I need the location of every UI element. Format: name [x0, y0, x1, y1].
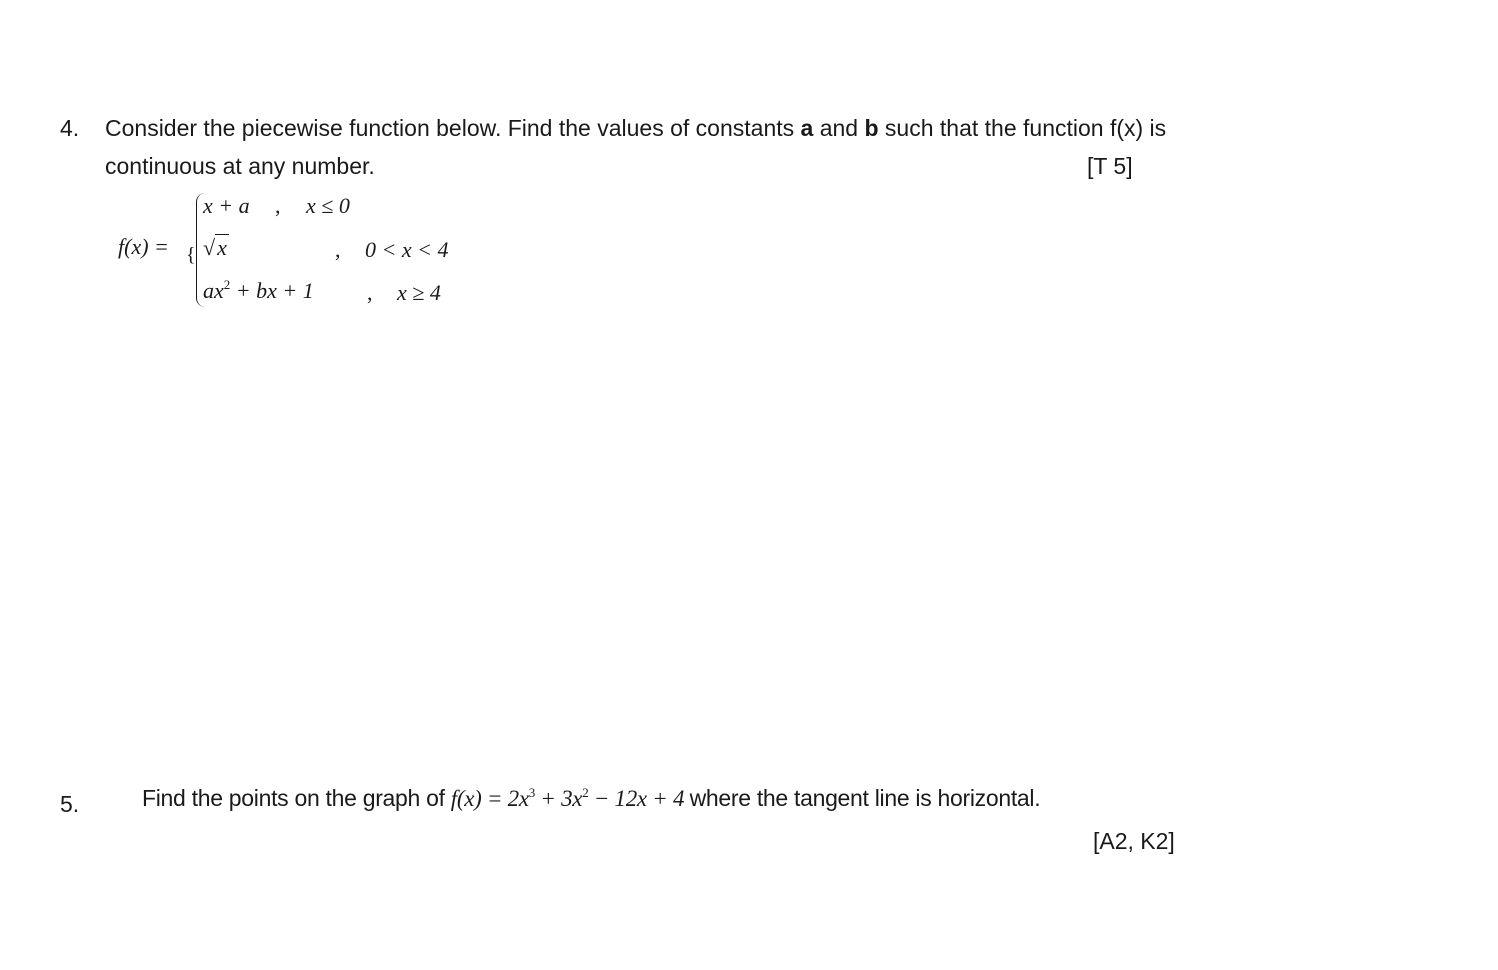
piece-1-condition	[306, 193, 350, 219]
piece-2-condition	[365, 237, 448, 263]
q4-constant-a: a	[800, 115, 814, 141]
sqrt-radicand: x	[217, 235, 227, 260]
q5-func-mid: + 3x	[534, 786, 583, 811]
question-4-marks: [T 5]	[1087, 153, 1133, 179]
q4-text-part1: Consider the piecewise function below. Find the values of constants	[105, 115, 801, 141]
q5-text-after: where the tangent line is horizontal.	[689, 785, 1041, 811]
piece-3-separator: ,	[367, 280, 373, 305]
q5-exp2: 2	[582, 785, 589, 800]
piece-3-condition	[397, 280, 441, 306]
q5-func-end: − 12x + 4	[588, 786, 685, 811]
piece-1-separator: ,	[275, 193, 281, 218]
question-5-marks: [A2, K2]	[1093, 828, 1175, 854]
piece-3-expression	[203, 278, 314, 304]
q5-function	[451, 786, 690, 811]
piece-3-exponent: 2	[223, 277, 231, 292]
q4-text-part2: such that the function f(x) is	[878, 115, 1167, 141]
piece-2-expression	[203, 235, 229, 261]
question-4-number: 4.	[60, 115, 80, 141]
question-4-text-line2: continuous at any number.	[105, 153, 375, 179]
sqrt-symbol: √	[203, 235, 216, 260]
q5-func-lhs: f(x) = 2x	[450, 786, 529, 811]
q5-exp3: 3	[528, 785, 535, 800]
q4-constant-b: b	[864, 115, 879, 141]
piece-2-cond-text: 0 < x < 4	[365, 237, 449, 262]
piece-3-expr-a: ax	[203, 278, 224, 303]
q4-and: and	[813, 115, 865, 141]
function-lhs	[118, 234, 169, 260]
piece-3-cond-text: x ≥ 4	[397, 280, 441, 305]
piece-3-expr-b: + bx + 1	[230, 278, 314, 303]
piece-1-expression	[203, 193, 250, 219]
question-5-number: 5.	[60, 791, 80, 817]
piece-1-cond-text: x ≤ 0	[306, 193, 350, 218]
piecewise-brace-tip: {	[186, 244, 196, 266]
piece-2-separator: ,	[335, 237, 341, 262]
q5-text-before: Find the points on the graph of	[142, 785, 445, 811]
question-5-text	[142, 785, 1040, 812]
function-name: f(x) =	[118, 234, 169, 259]
piece-1-expr-text: x + a	[203, 193, 250, 218]
question-4-text-line1	[105, 115, 1166, 142]
